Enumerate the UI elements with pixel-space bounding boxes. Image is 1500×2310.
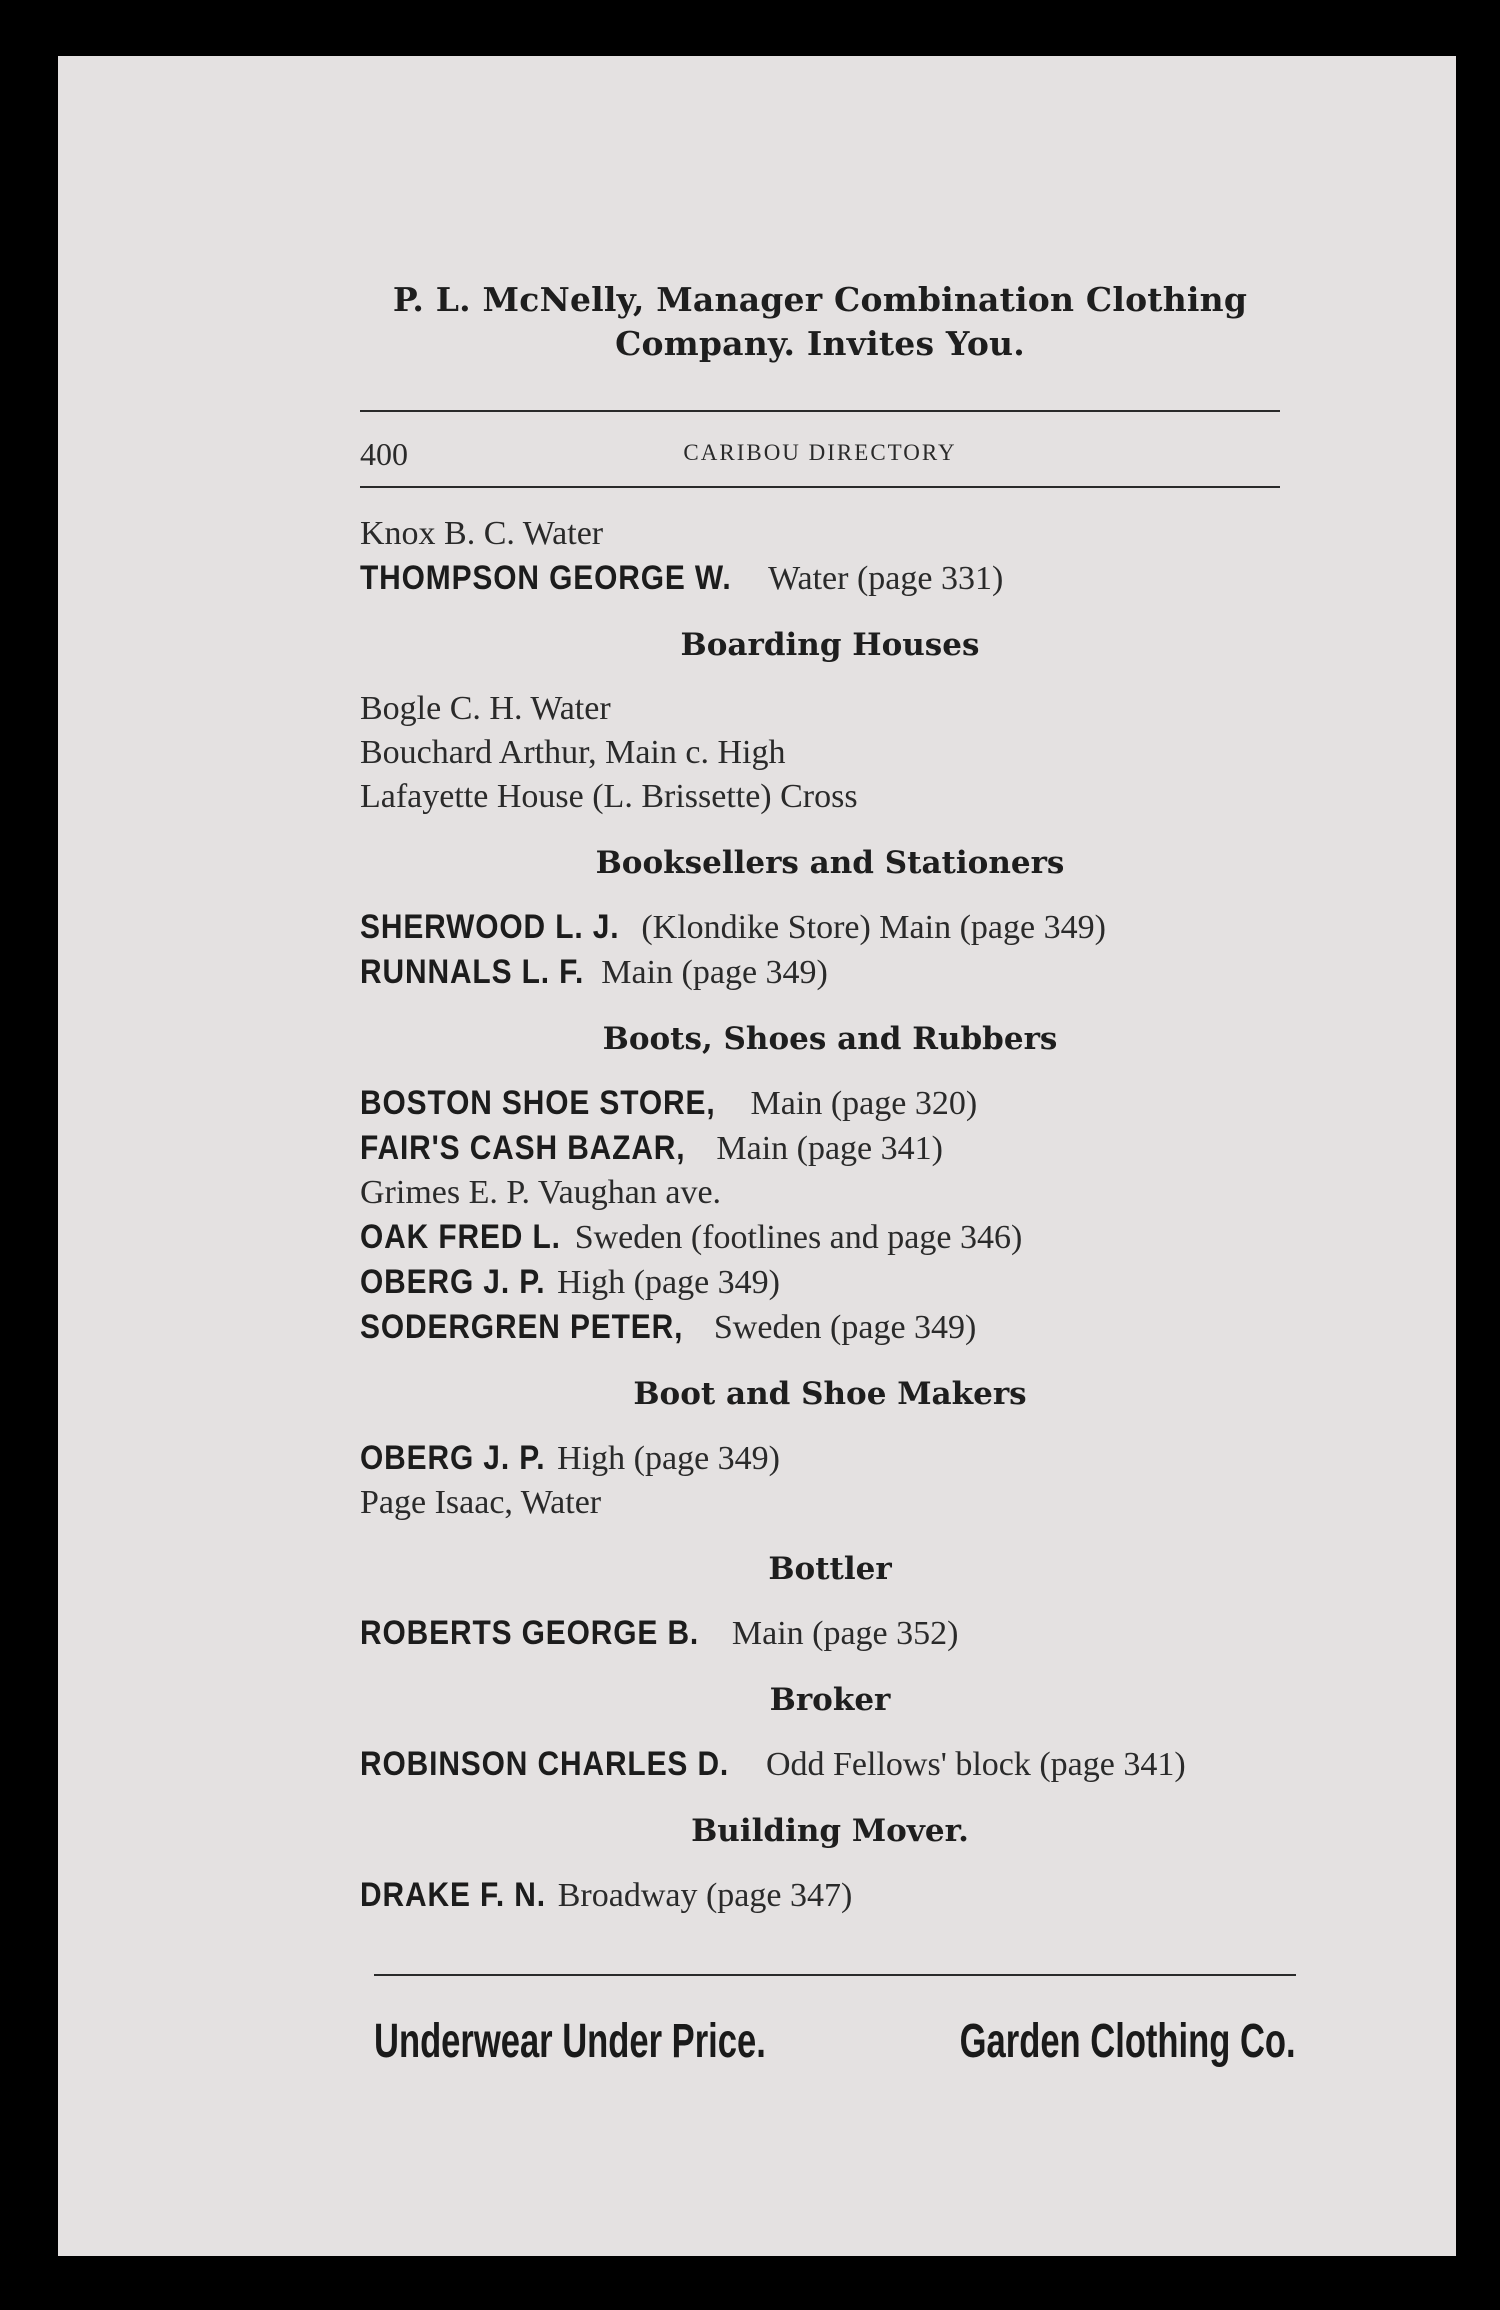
directory-entry <box>360 1126 1300 1171</box>
section-heading: Bottler <box>768 1551 892 1587</box>
directory-entry <box>360 1873 1300 1918</box>
directory-entry <box>360 1171 1300 1215</box>
entry-name: OAK FRED L. <box>360 1218 561 1256</box>
entry-name: BOSTON SHOE STORE, <box>360 1084 716 1122</box>
section-heading: Booksellers and Stationers <box>595 845 1065 881</box>
entry-details: Bouchard Arthur, Main c. High <box>360 734 786 771</box>
entry-details: Sweden (footlines and page 346) <box>566 1219 1023 1256</box>
entry-name: ROBINSON CHARLES D. <box>360 1745 730 1783</box>
entry-name: ROBERTS GEORGE B. <box>360 1614 700 1652</box>
directory-page <box>58 56 1456 2256</box>
directory-entries <box>360 512 1300 1918</box>
entry-name: SODERGREN PETER, <box>360 1308 684 1346</box>
entry-details: Sweden (page 349) <box>705 1309 977 1346</box>
directory-entry <box>360 1742 1300 1787</box>
entry-details: Odd Fellows' block (page 341) <box>757 1746 1186 1783</box>
entry-name: FAIR'S CASH BAZAR, <box>360 1129 686 1167</box>
directory-entry <box>360 556 1300 601</box>
directory-entry <box>360 1611 1300 1656</box>
section-heading: Boot and Shoe Makers <box>633 1376 1027 1412</box>
entry-details: Main (page 341) <box>707 1130 943 1167</box>
running-head-rule <box>360 486 1280 488</box>
entry-name: RUNNALS L. F. <box>360 953 585 991</box>
directory-entry <box>360 1305 1300 1350</box>
directory-entry <box>360 1081 1300 1126</box>
directory-entry <box>360 731 1300 775</box>
entry-details: Page Isaac, Water <box>360 1484 602 1521</box>
footer-advertisement <box>374 2014 1296 2074</box>
entry-name: THOMPSON GEORGE W. <box>360 559 732 597</box>
page-number: 400 <box>360 436 408 472</box>
entry-details: Water (page 331) <box>760 560 1004 597</box>
section-heading: Broker <box>769 1682 891 1718</box>
entry-details: Knox B. C. Water <box>360 515 604 552</box>
entry-details: High (page 349) <box>548 1264 780 1301</box>
entry-details: (Klondike Store) Main (page 349) <box>632 909 1106 946</box>
directory-entry <box>360 1481 1300 1525</box>
entry-name: SHERWOOD L. J. <box>360 908 620 946</box>
footer-ad-right: Garden Clothing Co. <box>960 2015 1296 2068</box>
footer-rule <box>374 1974 1296 1976</box>
directory-entry <box>360 687 1300 731</box>
entry-details: Main (page 352) <box>723 1615 959 1652</box>
header-ad-line-2: Company. Invites You. <box>615 324 1025 363</box>
header-rule <box>360 410 1280 412</box>
section-heading: Boarding Houses <box>680 627 980 663</box>
entry-details: Main (page 349) <box>592 954 828 991</box>
directory-entry <box>360 950 1300 995</box>
entry-details: Lafayette House (L. Brissette) Cross <box>360 778 858 815</box>
footer-ad-left: Underwear Under Price. <box>374 2015 766 2068</box>
directory-entry <box>360 1436 1300 1481</box>
entry-name: DRAKE F. N. <box>360 1876 546 1914</box>
header-ad-line-1: P. L. McNelly, Manager Combination Clothing <box>392 280 1248 319</box>
directory-entry <box>360 1215 1300 1260</box>
running-head <box>360 436 1280 476</box>
entry-details: High (page 349) <box>548 1440 780 1477</box>
directory-entry <box>360 775 1300 819</box>
directory-entry <box>360 512 1300 556</box>
entry-details: Bogle C. H. Water <box>360 690 611 727</box>
entry-details: Broadway (page 347) <box>549 1877 853 1914</box>
entry-name: OBERG J. P. <box>360 1439 546 1477</box>
section-heading: Building Mover. <box>691 1813 969 1849</box>
entry-details: Grimes E. P. Vaughan ave. <box>360 1174 722 1211</box>
entry-name: OBERG J. P. <box>360 1263 546 1301</box>
directory-entry <box>360 1260 1300 1305</box>
header-advertisement <box>360 278 1280 366</box>
directory-entry <box>360 905 1300 950</box>
entry-details: Main (page 320) <box>742 1085 978 1122</box>
directory-title: CARIBOU DIRECTORY <box>683 440 957 465</box>
section-heading: Boots, Shoes and Rubbers <box>602 1021 1058 1057</box>
